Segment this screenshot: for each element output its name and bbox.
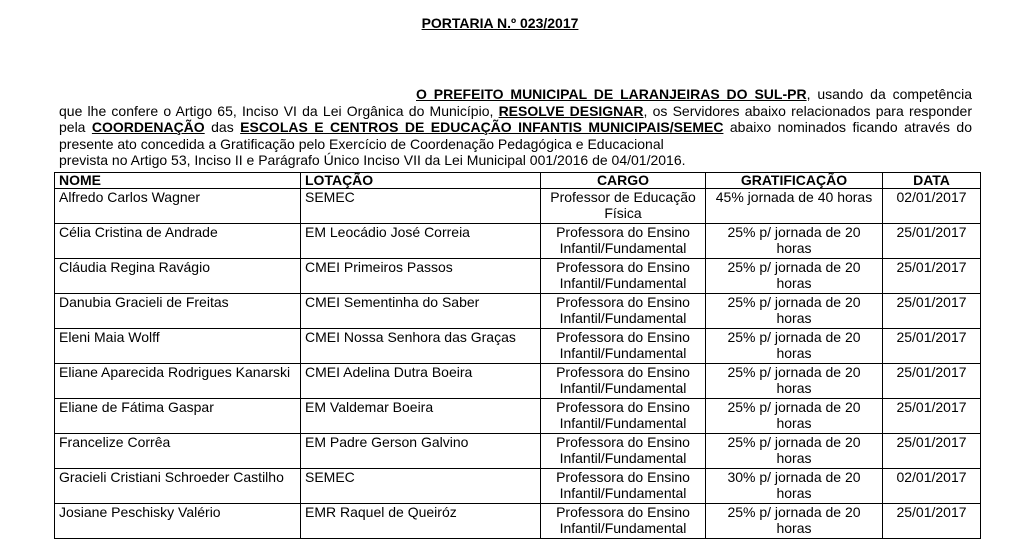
cell-lotacao: CMEI Sementinha do Saber (301, 294, 541, 329)
cell-nome: Gracieli Cristiani Schroeder Castilho (55, 469, 301, 504)
cell-data: 25/01/2017 (883, 259, 981, 294)
cell-cargo: Professora do Ensino Infantil/Fundamental (541, 504, 706, 539)
cell-lotacao: EM Leocádio José Correia (301, 224, 541, 259)
coordenacao-term: COORDENAÇÃO (91, 119, 205, 135)
designation-table (54, 172, 981, 539)
paragraph-text-3: das (204, 119, 241, 135)
cell-gratificacao: 25% p/ jornada de 20 horas (706, 504, 883, 539)
header-gratificacao: GRATIFICAÇÃO (706, 173, 883, 189)
preamble-paragraph (59, 86, 972, 169)
cell-gratificacao: 45% jornada de 40 horas (706, 189, 883, 224)
cell-cargo: Professora do Ensino Infantil/Fundamental (541, 434, 706, 469)
cell-cargo: Professora do Ensino Infantil/Fundamental (541, 364, 706, 399)
cell-data: 25/01/2017 (883, 434, 981, 469)
cell-gratificacao: 30% p/ jornada de 20 horas (706, 469, 883, 504)
table-row (55, 399, 981, 434)
cell-cargo: Professora do Ensino Infantil/Fundamental (541, 399, 706, 434)
cell-data: 25/01/2017 (883, 364, 981, 399)
escolas-term: ESCOLAS E CENTROS DE EDUCAÇÃO INFANTIS MUNICIPAIS/SEMEC (240, 119, 724, 135)
cell-gratificacao: 25% p/ jornada de 20 horas (706, 364, 883, 399)
table-row (55, 364, 981, 399)
cell-gratificacao: 25% p/ jornada de 20 horas (706, 224, 883, 259)
table-row (55, 189, 981, 224)
cell-gratificacao: 25% p/ jornada de 20 horas (706, 399, 883, 434)
paragraph-text-1: , usando da competência que lhe confere o Artigo 65, Inciso VI da Lei Orgânica do Município, (59, 86, 972, 119)
cell-data: 02/01/2017 (883, 469, 981, 504)
cell-cargo: Professora do Ensino Infantil/Fundamental (541, 259, 706, 294)
table-header-row (55, 173, 981, 189)
table-row (55, 469, 981, 504)
header-cargo: CARGO (541, 173, 706, 189)
resolve-designar: RESOLVE DESIGNAR (498, 102, 644, 119)
table-body (55, 189, 981, 539)
cell-nome: Francelize Corrêa (55, 434, 301, 469)
cell-data: 25/01/2017 (883, 504, 981, 539)
cell-nome: Célia Cristina de Andrade (55, 224, 301, 259)
paragraph-text-2: , os Servidores abaixo relacionados para responder pela (59, 102, 972, 135)
table-row (55, 504, 981, 539)
paragraph-text-4: abaixo nominados ficando através do presente ato concedida a Gratificação pelo Exercício de Coordenação Pedagógica e Educacional (59, 119, 972, 152)
cell-nome: Eliane Aparecida Rodrigues Kanarski (55, 364, 301, 399)
paragraph-text-5: prevista no Artigo 53, Inciso II e Parágrafo Único Inciso VII da Lei Municipal 001/2016 de 04/01/2016. (59, 152, 686, 168)
cell-cargo: Professora do Ensino Infantil/Fundamental (541, 224, 706, 259)
cell-data: 25/01/2017 (883, 329, 981, 364)
cell-lotacao: EM Valdemar Boeira (301, 399, 541, 434)
cell-data: 25/01/2017 (883, 399, 981, 434)
cell-cargo: Professor de Educação Física (541, 189, 706, 224)
cell-nome: Josiane Peschisky Valério (55, 504, 301, 539)
cell-lotacao: CMEI Nossa Senhora das Graças (301, 329, 541, 364)
cell-cargo: Professora do Ensino Infantil/Fundamental (541, 329, 706, 364)
prefeito-heading: O PREFEITO MUNICIPAL DE LARANJEIRAS DO SUL-PR (416, 86, 807, 102)
cell-lotacao: CMEI Primeiros Passos (301, 259, 541, 294)
cell-cargo: Professora do Ensino Infantil/Fundamental (541, 469, 706, 504)
table-row (55, 259, 981, 294)
table-row (55, 224, 981, 259)
cell-gratificacao: 25% p/ jornada de 20 horas (706, 259, 883, 294)
header-data: DATA (883, 173, 981, 189)
cell-gratificacao: 25% p/ jornada de 20 horas (706, 434, 883, 469)
table-row (55, 434, 981, 469)
cell-nome: Eliane de Fátima Gaspar (55, 399, 301, 434)
cell-lotacao: SEMEC (301, 469, 541, 504)
cell-lotacao: EMR Raquel de Queiróz (301, 504, 541, 539)
cell-data: 25/01/2017 (883, 294, 981, 329)
header-lotacao: LOTAÇÃO (301, 173, 541, 189)
cell-nome: Danubia Gracieli de Freitas (55, 294, 301, 329)
cell-data: 02/01/2017 (883, 189, 981, 224)
header-nome: NOME (55, 173, 301, 189)
cell-data: 25/01/2017 (883, 224, 981, 259)
cell-lotacao: CMEI Adelina Dutra Boeira (301, 364, 541, 399)
table-row (55, 294, 981, 329)
cell-cargo: Professora do Ensino Infantil/Fundamental (541, 294, 706, 329)
document-title: PORTARIA N.º 023/2017 (421, 15, 579, 31)
cell-lotacao: EM Padre Gerson Galvino (301, 434, 541, 469)
cell-gratificacao: 25% p/ jornada de 20 horas (706, 294, 883, 329)
cell-nome: Alfredo Carlos Wagner (55, 189, 301, 224)
cell-nome: Cláudia Regina Ravágio (55, 259, 301, 294)
cell-nome: Eleni Maia Wolff (55, 329, 301, 364)
cell-gratificacao: 25% p/ jornada de 20 horas (706, 329, 883, 364)
table-row (55, 329, 981, 364)
cell-lotacao: SEMEC (301, 189, 541, 224)
